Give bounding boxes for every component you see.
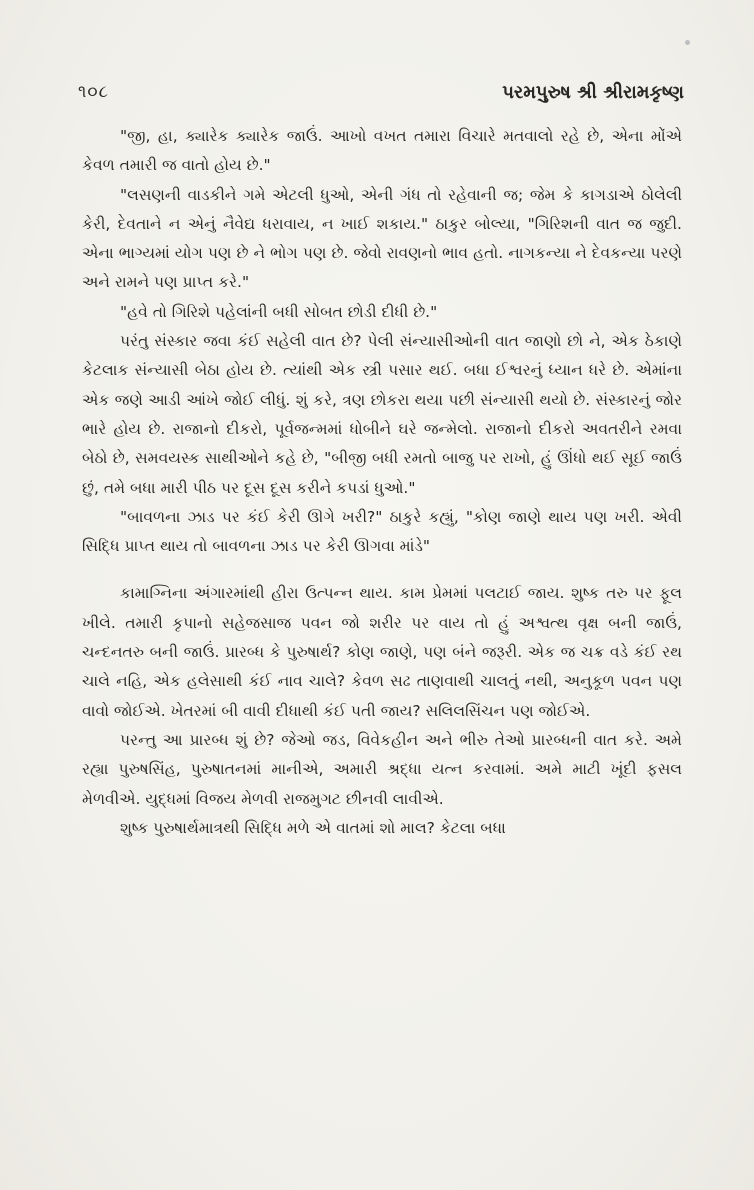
paragraph: કામાગ્નિના અંગારમાંથી હીરા ઉત્પન્ન થાય. કામ પ્રેમમાં પલટાઈ જાય. શુષ્ક તરુ પર ફૂલ ખીલે. તમારી કૃપાનો સહેજસાજ પવન જો શરીર પર વાય તો હું અશ્વત્થ વૃક્ષ બની જાઉં, ચન્દનતરુ બની જાઉં. પ્રારબ્ધ કે પુરુષાર્થ? કોણ જાણે, પણ બંને જરૂરી. એક જ ચક્ર વડે કંઈ રથ ચાલે નહિ, એક હલેસાથી કંઈ નાવ ચાલે? કેવળ સઢ તાણવાથી ચાલતું નથી, અનુકૂળ પવન પણ વાવો જોઈએ. ખેતરમાં બી વાવી દીધાથી કંઈ પતી જાય? સલિલસિંચન પણ જોઈએ.: [82, 584, 682, 720]
paragraph: "જી, હા, ક્યારેક ક્યારેક જાઉં. આખો વખત તમારા વિચારે મતવાલો રહે છે, એના મોંએ કેવળ તમારી જ વાતો હોય છે.": [82, 127, 682, 175]
paragraph: "લસણની વાડકીને ગમે એટલી ધુઓ, એની ગંધ તો રહેવાની જ; જેમ કે કાગડાએ ઠોલેલી કેરી, દેવતાને ન એનું નૈવેદ્ય ધરાવાય, ન ખાઈ શકાય." ઠાકુર બોલ્યા, "ગિરિશની વાત જ જુદી. એના ભાગ્યમાં યોગ પણ છે ને ભોગ પણ છે. જેવો રાવણનો ભાવ હતો. નાગકન્યા ને દેવકન્યા પરણે અને રામને પણ પ્રાપ્ત કરે.": [82, 185, 682, 292]
running-title: પરમપુરુષ શ્રી શ્રીરામકૃષ્ણ: [502, 82, 684, 103]
body-text: [82, 122, 682, 843]
paragraph: પરન્તુ આ પ્રારબ્ધ શું છે? જેઓ જડ, વિવેકહીન અને ભીરુ તેઓ પ્રારબ્ધની વાત કરે. અમે રહ્યા પુરુષસિંહ, પુરુષાતનમાં માનીએ, અમારી શ્રદ્ધા યત્ન કરવામાં. અમે માટી ખૂંદી ફસલ મેળવીએ. યુદ્ધમાં વિજય મેળવી રાજમુગટ છીનવી લાવીએ.: [82, 730, 682, 808]
paragraph: પરંતુ સંસ્કાર જવા કંઈ સહેલી વાત છે? પેલી સંન્યાસીઓની વાત જાણો છો ને, એક ઠેકાણે કેટલાક સંન્યાસી બેઠા હોય છે. ત્યાંથી એક સ્ત્રી પસાર થઈ. બધા ઈશ્વરનું ધ્યાન ધરે છે. એમાંના એક જણે આડી આંખે જોઈ લીધું. શું કરે, ત્રણ છોકરા થયા પછી સંન્યાસી થયો છે. સંસ્કારનું જોર ભારે હોય છે. રાજાનો દીકરો, પૂર્વજન્મમાં ધોબીને ઘરે જન્મેલો. રાજાનો દીકરો અવતરીને રમવા બેઠો છે, સમવયસ્ક સાથીઓને કહે છે, "બીજી બધી રમતો બાજુ પર રાખો, હું ઊંધો થઈ સૂઈ જાઉં છું, તમે બધા મારી પીઠ પર દૂસ દૂસ કરીને કપડાં ધુઓ.": [82, 332, 682, 497]
paragraph: શુષ્ક પુરુષાર્થમાત્રથી સિદ્ધિ મળે એ વાતમાં શો માલ? કેટલા બધા: [120, 818, 506, 837]
paragraph: "બાવળના ઝાડ પર કંઈ કેરી ઊગે ખરી?" ઠાકુરે કહ્યું, "કોણ જાણે થાય પણ ખરી. એવી સિદ્ધિ પ્રાપ્ત થાય તો બાવળના ઝાડ પર કેરી ઊગવા માંડે": [82, 507, 682, 556]
page-number: ૧૦૮: [78, 82, 109, 102]
paper-speck: [685, 40, 690, 45]
page-header: [78, 82, 684, 112]
paragraph: "હવે તો ગિરિશે પહેલાંની બધી સોબત છોડી દીધી છે.": [120, 302, 438, 321]
